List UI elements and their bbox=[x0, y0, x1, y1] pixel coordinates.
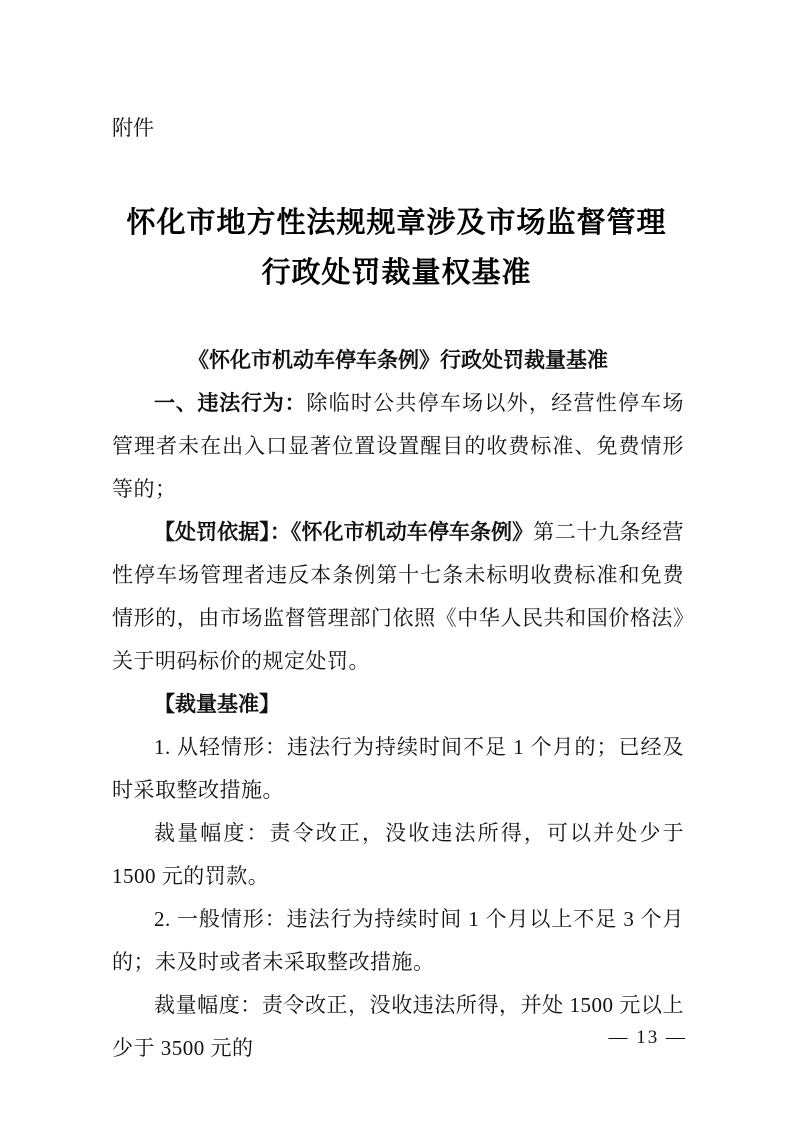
paragraph-violation bbox=[112, 382, 684, 511]
paragraph-discretion-heading-lead: 【裁量基准】 bbox=[154, 693, 280, 716]
paragraph-lenient-case-text: 1. 从轻情形：违法行为持续时间不足 1 个月的；已经及时采取整改措施。 bbox=[112, 735, 684, 802]
paragraph-lenient-range bbox=[112, 812, 684, 898]
paragraph-violation-lead: 一、违法行为： bbox=[154, 392, 307, 415]
document-body bbox=[112, 339, 684, 1070]
paragraph-general-case-text: 2. 一般情形：违法行为持续时间 1 个月以上不足 3 个月的；未及时或者未采取整改措施。 bbox=[112, 907, 684, 974]
title-line-1: 怀化市地方性法规规章涉及市场监督管理 bbox=[126, 207, 667, 239]
paragraph-penalty-basis bbox=[112, 511, 684, 683]
page-number: — 13 — bbox=[608, 1027, 687, 1048]
paragraph-general-case bbox=[112, 898, 684, 984]
paragraph-penalty-basis-lead: 【处罚依据】：《怀化市机动车停车条例》 bbox=[154, 521, 534, 544]
paragraph-general-range-text: 裁量幅度：责令改正，没收违法所得，并处 1500 元以上少于 3500 元的 bbox=[112, 993, 684, 1060]
paragraph-penalty-basis-text: 第二十九条经营性停车场管理者违反本条例第十七条未标明收费标准和免费情形的，由市场监督管理部门依照《中华人民共和国价格法》关于明码标价的规定处罚。 bbox=[112, 520, 685, 673]
section-heading: 《怀化市机动车停车条例》行政处罚裁量基准 bbox=[188, 349, 608, 372]
paragraph-violation-text: 除临时公共停车场以外，经营性停车场管理者未在出入口显著位置设置醒目的收费标准、免费情形等的； bbox=[112, 391, 685, 501]
paragraph-general-range bbox=[112, 984, 684, 1070]
paragraph-lenient-case bbox=[112, 726, 684, 812]
paragraph-lenient-range-text: 裁量幅度：责令改正，没收违法所得，可以并处少于 1500 元的罚款。 bbox=[112, 821, 684, 888]
paragraph-discretion-heading bbox=[112, 683, 684, 726]
attachment-label: 附件 bbox=[112, 117, 154, 140]
title-line-2: 行政处罚裁量权基准 bbox=[261, 257, 532, 289]
document-title bbox=[0, 198, 793, 298]
